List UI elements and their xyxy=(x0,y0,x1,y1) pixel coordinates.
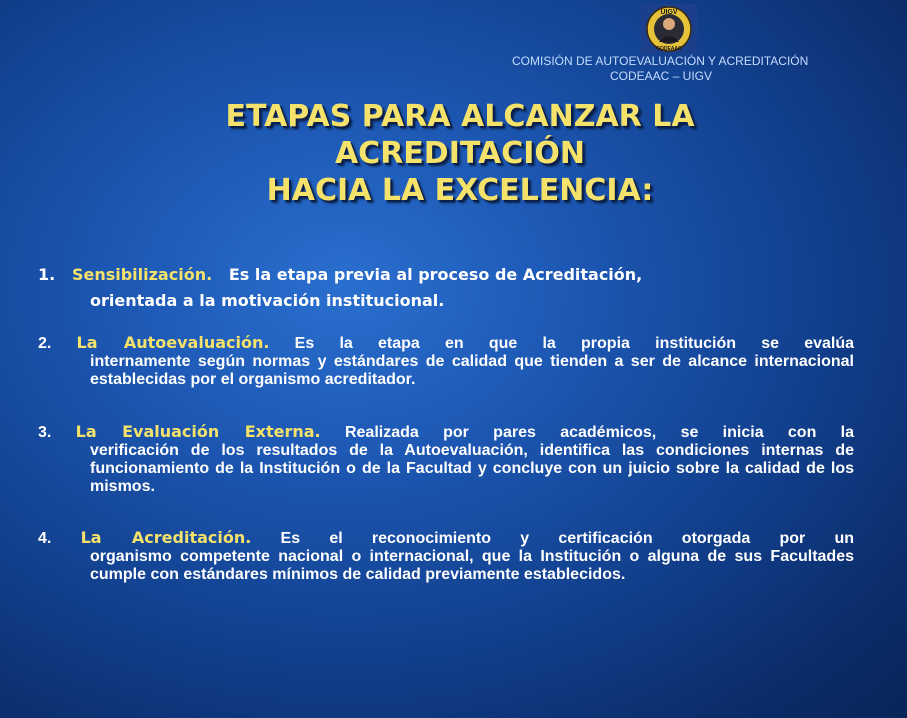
stage-heading: La Autoevaluación. xyxy=(76,333,270,352)
stage-item-1 xyxy=(38,262,838,314)
stage-text: Realizada por pares académicos, se inicia con la xyxy=(344,424,855,441)
stage-text-cont: orientada a la motivación institucional. xyxy=(90,291,445,310)
stage-text-cont: internamente según normas y estándares de calidad que tienden a ser de alcance internacional establecidas por el organismo acreditador. xyxy=(90,353,854,388)
stage-text: Es la etapa en que la propia institución se evalúa xyxy=(294,335,855,352)
uigv-logo xyxy=(641,4,697,54)
logo-bottom-text: CODEAAC xyxy=(656,46,682,52)
stage-number: 1. xyxy=(38,265,56,284)
stage-heading: Sensibilización. xyxy=(71,265,213,284)
title-line-2: ACREDITACIÓN xyxy=(334,136,586,171)
stage-text-cont: verificación de los resultados de la Autoevaluación, identifica las condiciones internas de funcionamiento de la Institución o de la Facultad y concluye con un juicio sobre la calidad de los mismos. xyxy=(90,442,854,495)
stage-item-2 xyxy=(38,334,854,389)
logo-top-text: UIGV xyxy=(660,9,678,16)
stage-text: Es la etapa previa al proceso de Acreditación, xyxy=(228,265,643,284)
stage-number: 2. xyxy=(38,335,52,352)
stage-text-cont: organismo competente nacional o internacional, que la Institución o alguna de sus Facultades cumple con estándares mínimos de calidad previamente establecidos. xyxy=(90,548,854,583)
stage-heading: La Acreditación. xyxy=(80,528,252,547)
stage-item-3 xyxy=(38,423,854,496)
stage-number: 3. xyxy=(38,424,52,441)
org-name-line1: COMISIÓN DE AUTOEVALUACIÓN Y ACREDITACIÓN xyxy=(512,54,809,68)
org-name-line2: CODEAAC – UIGV xyxy=(610,69,713,83)
title-line-1: ETAPAS PARA ALCANZAR LA xyxy=(225,99,695,134)
stage-number: 4. xyxy=(38,530,52,547)
stage-heading: La Evaluación Externa. xyxy=(75,422,321,441)
stage-item-4 xyxy=(38,529,854,584)
title-line-3: HACIA LA EXCELENCIA: xyxy=(266,173,654,208)
stage-text: Es el reconocimiento y certificación otorgada por un xyxy=(280,530,855,547)
slide-title xyxy=(90,98,830,209)
